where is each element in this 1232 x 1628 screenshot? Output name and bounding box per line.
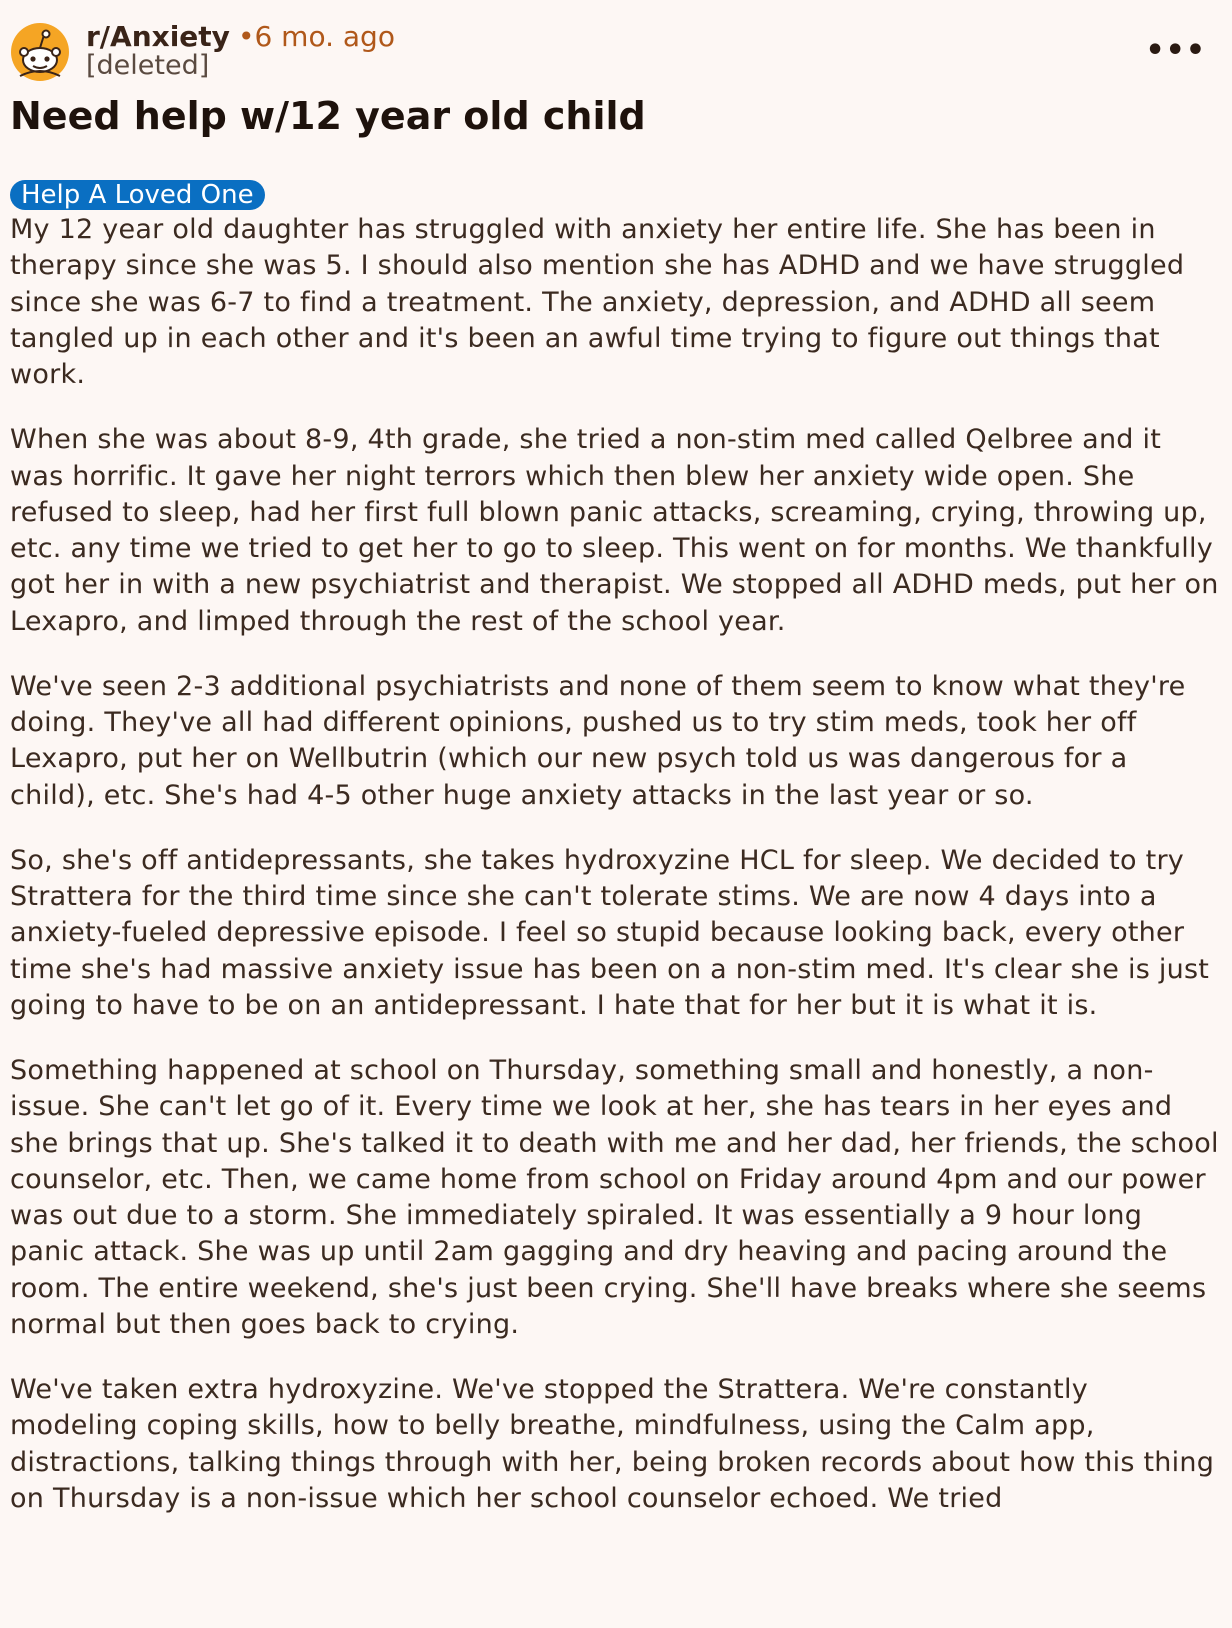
post-time: 6 mo. ago — [254, 20, 395, 53]
body-paragraph: Something happened at school on Thursday, something small and honestly, a non-issue. She can't let go of it. Every time we look at her, she has tears in her eyes and she brings that up. She's talked it to death with me and her dad, her friends, the school counselor, etc. Then, we came home from school on Friday around 4pm and our power was out due to a storm. She immediately spiraled. It was essentially a 9 hour long panic attack. She was up until 2am gagging and dry heaving and pacing around the room. The entire weekend, she's just been crying. She'll have breaks where she seems normal but then goes back to crying. — [10, 1055, 1219, 1340]
meta-line — [86, 20, 395, 54]
body-paragraph: My 12 year old daughter has struggled with anxiety her entire life. She has been in therapy since she was 5. I should also mention she has ADHD and we have struggled since she was 6-7 to find a treatment. The anxiety, depression, and ADHD all seem tangled up in each other and it's been an awful time trying to figure out things that work. — [10, 214, 1185, 390]
post-header — [10, 20, 1222, 82]
meta-separator: • — [237, 20, 255, 53]
more-options-icon[interactable]: ••• — [1145, 33, 1206, 68]
post-author[interactable]: [deleted] — [86, 50, 210, 81]
post-body — [10, 212, 1220, 1546]
post-meta — [86, 20, 395, 80]
body-paragraph: We've taken extra hydroxyzine. We've stopped the Strattera. We're constantly modeling coping skills, how to belly breathe, mindfulness, using the Calm app, distractions, talking things through with her, being broken records about how this thing on Thursday is a non-issue which her school counselor echoed. We tried — [10, 1374, 1215, 1514]
post-title[interactable]: Need help w/12 year old child — [10, 94, 646, 138]
subreddit-link[interactable]: r/Anxiety — [86, 20, 230, 53]
body-paragraph: So, she's off antidepressants, she takes hydroxyzine HCL for sleep. We decided to try Strattera for the third time since she can't tolerate stims. We are now 4 days into a anxiety-fueled depressive episode. I feel so stupid because looking back, every other time she's had massive anxiety issue has been on a non-stim med. It's clear she is just going to have to be on an antidepressant. I hate that for her but it is what it is. — [10, 844, 1210, 1021]
post-flair[interactable]: Help A Loved One — [10, 180, 265, 210]
body-paragraph: When she was about 8-9, 4th grade, she tried a non-stim med called Qelbree and it was horrific. It gave her night terrors which then blew her anxiety wide open. She refused to sleep, had her first full blown panic attacks, screaming, crying, throwing up, etc. any time we tried to get her to go to sleep. This went on for months. We thankfully got her in with a new psychiatrist and therapist. We stopped all ADHD meds, put her on Lexapro, and limped through the rest of the school year. — [10, 424, 1219, 637]
body-paragraph: We've seen 2-3 additional psychiatrists and none of them seem to know what they're doing. They've all had different opinions, pushed us to try stim meds, took her off Lexapro, put her on Wellbutrin (which our new psych told us was dangerous for a child), etc. She's had 4-5 other huge anxiety attacks in the last year or so. — [10, 670, 1186, 811]
content-fade — [0, 1558, 1232, 1628]
snoo-avatar-icon[interactable] — [10, 22, 70, 82]
